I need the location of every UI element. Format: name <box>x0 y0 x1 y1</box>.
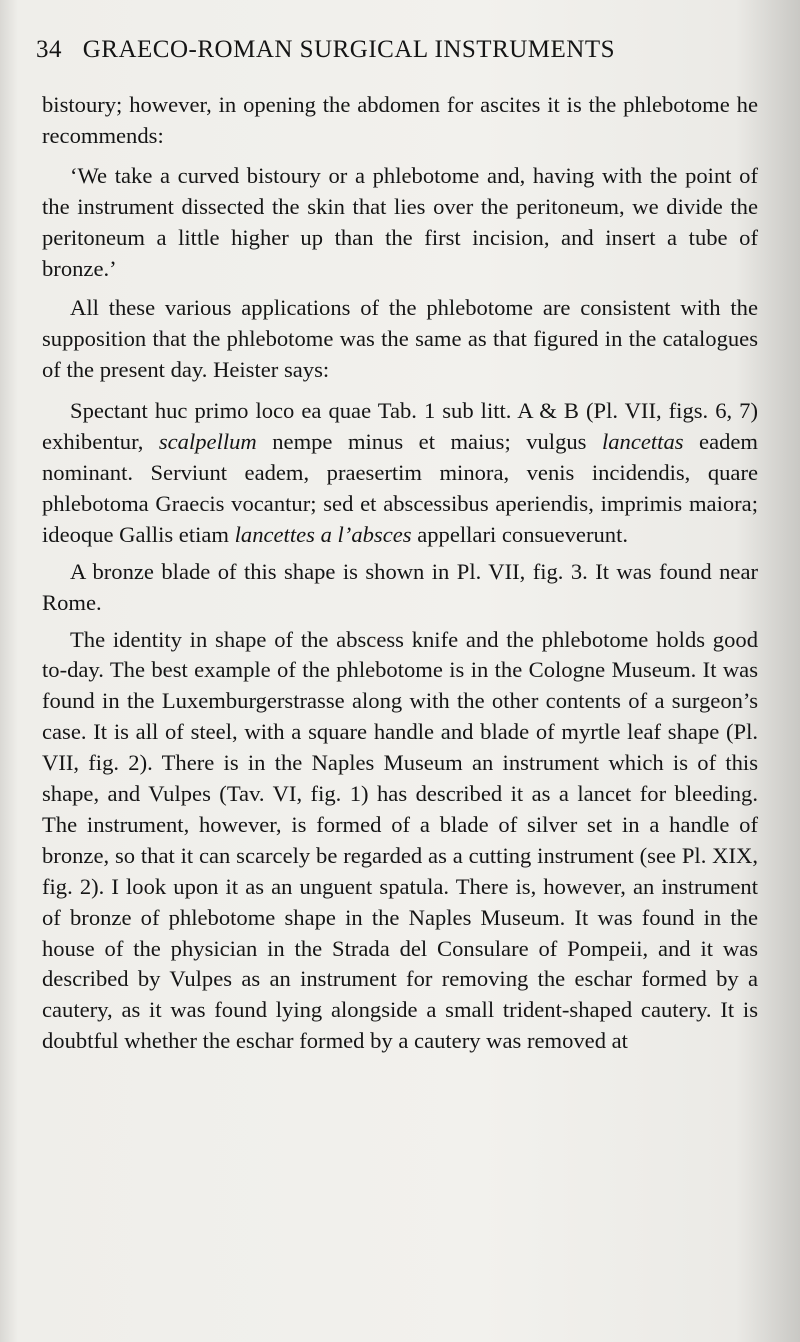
quoted-passage: ‘We take a curved bistoury or a phlebotome and, having with the point of the instrument dissected the skin that lies over the peritoneum, we divide the peritoneum a little higher up than the first incision, and insert a tube of bronze.’ <box>42 162 758 281</box>
latin-text: appellari consueverunt. <box>411 521 629 547</box>
latin-italic-term: lancettas <box>601 429 684 455</box>
latin-text: nempe minus et maius; vulgus <box>256 429 602 455</box>
body-text <box>42 90 758 1057</box>
latin-italic-term: lancettes a l’absces <box>234 521 412 547</box>
paragraph-identity: The identity in shape of the abscess knife and the phlebotome holds good to-day. The best example of the phlebotome is in the Cologne Museum. It was found in the Luxemburgerstrasse along with the other contents of a surgeon’s case. It is all of steel, with a square handle and blade of myrtle leaf shape (Pl. VII, fig. 2). There is in the Naples Museum an instrument which is of this shape, and Vulpes (Tav. VI, fig. 1) has described it as a lancet for bleeding. The instrument, however, is formed of a blade of silver set in a handle of bronze, so that it can scarcely be regarded as a cutting instrument (see Pl. XIX, fig. 2). I look upon it as an unguent spatula. There is, however, an instrument of bronze of phlebotome shape in the Naples Museum. It was found in the house of the physician in the Strada del Consulare of Pompeii, and it was described by Vulpes as an instrument for removing the eschar formed by a cautery, as it was found lying alongside a small trident-shaped cautery. It is doubtful whether the eschar formed by a cautery was removed at <box>42 626 758 1054</box>
paragraph-applications: All these various applications of the phlebotome are consistent with the supposition that the phlebotome was the same as that figured in the catalogues of the present day. Heister says: <box>42 295 758 383</box>
running-title: GRAECO-ROMAN SURGICAL INSTRUMENTS <box>82 36 616 63</box>
paragraph-continuation: bistoury; however, in opening the abdomen for ascites it is the phlebotome he recommends: <box>42 92 758 148</box>
running-header <box>36 36 760 64</box>
page-number: 34 <box>36 36 62 63</box>
latin-italic-term: scalpellum <box>158 429 257 455</box>
paragraph-bronze-blade: A bronze blade of this shape is shown in Pl. VII, fig. 3. It was found near Rome. <box>42 558 758 615</box>
latin-text: eadem nominant. Serviunt eadem, praesertim minora, venis incidendis, quare phlebotoma Graecis vocantur; sed et abscessibus aperiendis, imprimis maiora; ideoque Gallis etiam <box>42 429 758 547</box>
latin-text: Spectant huc primo loco ea quae Tab. 1 sub litt. A & B (Pl. VII, figs. 6, 7) exhibentur, <box>42 398 758 455</box>
latin-quotation <box>42 396 758 551</box>
